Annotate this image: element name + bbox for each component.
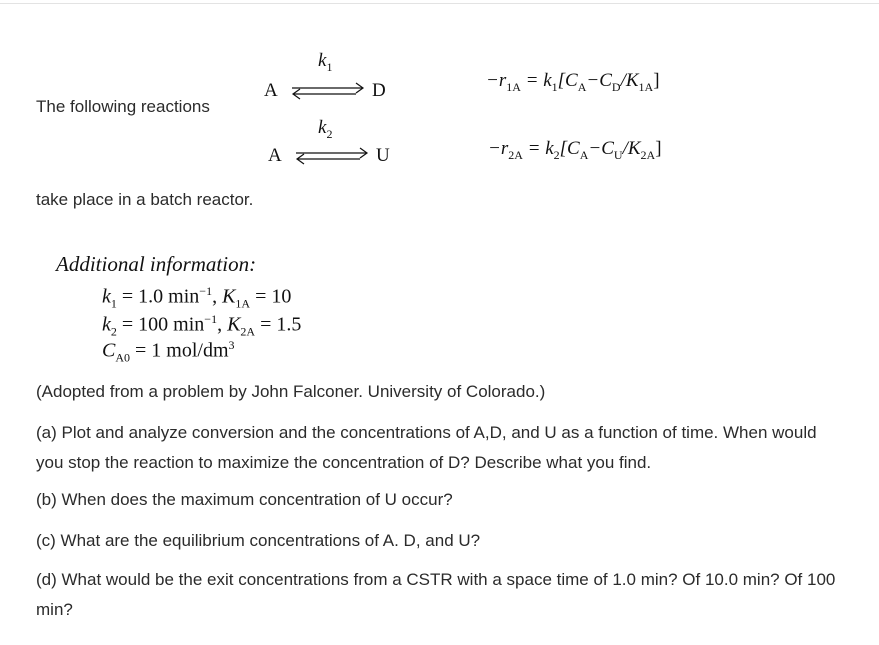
question-b: (b) When does the maximum concentration of U occur? <box>36 490 453 509</box>
question-d: (d) What would be the exit concentrations from a CSTR with a space time of 1.0 min? Of 10.0 min? Of 100 min? <box>36 570 836 619</box>
reaction-2-product: U <box>376 145 390 166</box>
param-line-3: $C_{A0} = 1$ mol/$dm^3$ <box>102 338 235 365</box>
question-c: (c) What are the equilibrium concentrations of A. D, and U? <box>36 531 481 550</box>
question-a: (a) Plot and analyze conversion and the concentrations of A,D, and U as a function of time. When would you stop the reaction to maximize the concentration of D? Describe what you find. <box>36 423 817 472</box>
param-line-2: $k_2 = 100$ $\min^{-1}$, $K_{2A} = 1.5$ <box>102 312 302 339</box>
top-divider <box>0 3 879 4</box>
rate-law-2: $-r_{2A} = k_2[C_A-C_U/K_{2A}]$ <box>488 138 662 162</box>
reaction-2-rate-constant: $k_2$ <box>318 117 333 141</box>
reaction-2-reactant: A <box>268 145 282 166</box>
rate-law-1: $-r_{1A} = k_1[C_A-C_D/K_{1A}]$ <box>486 70 660 94</box>
reaction-1-rate-constant: $k_1$ <box>318 50 333 74</box>
param-line-1: $k_1 = 1.0$ $\min^{-1}$, $K_{1A} = 10$ <box>102 284 292 311</box>
reaction-1-reactant: A <box>264 80 278 101</box>
reaction-2-equilibrium-arrow-icon <box>290 145 374 167</box>
additional-info-heading: Additional information: <box>56 252 257 276</box>
intro-text: The following reactions <box>36 97 210 116</box>
batch-reactor-text: take place in a batch reactor. <box>36 190 254 209</box>
source-note: (Adopted from a problem by John Falconer. University of Colorado.) <box>36 382 546 401</box>
reaction-1-product: D <box>372 80 386 101</box>
reaction-1-equilibrium-arrow-icon <box>286 80 370 102</box>
